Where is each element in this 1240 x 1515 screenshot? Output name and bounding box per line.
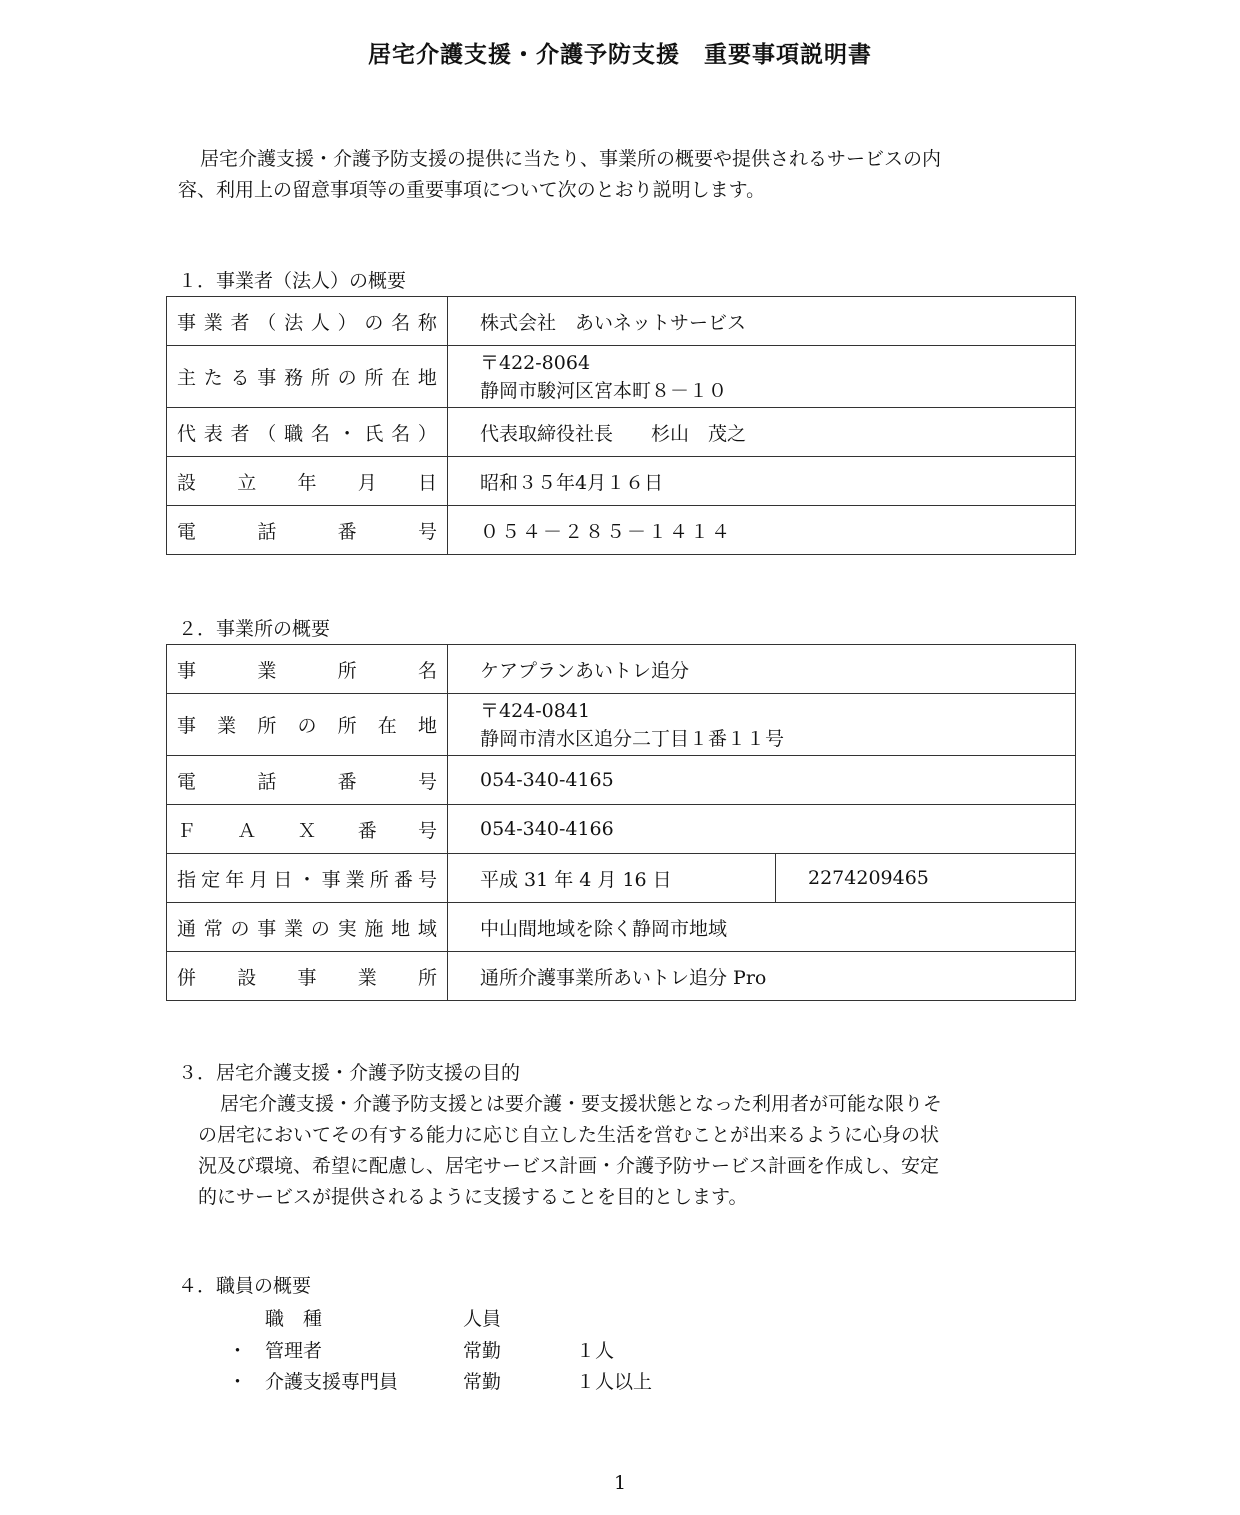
label-established-date: 設 立 年 月 日 xyxy=(167,457,448,506)
value-service-area: 中山間地域を除く静岡市地域 xyxy=(448,903,1076,952)
table-row xyxy=(167,952,1076,1001)
staff-count: １人以上 xyxy=(576,1371,653,1393)
value-representative: 代表取締役社長 杉山 茂之 xyxy=(448,408,1076,457)
table-row xyxy=(167,694,1076,756)
section2-heading: ２．事業所の概要 xyxy=(178,618,331,640)
table-row xyxy=(167,903,1076,952)
section4-heading: ４．職員の概要 xyxy=(178,1275,312,1297)
purpose-line: 的にサービスが提供されるように支援することを目的とします。 xyxy=(198,1186,748,1208)
table-row xyxy=(167,346,1076,408)
section1-heading: １．事業者（法人）の概要 xyxy=(178,270,407,292)
address-line: 静岡市清水区追分二丁目１番１１号 xyxy=(480,727,785,750)
table-row xyxy=(167,408,1076,457)
value-phone: ０５４－２８５－１４１４ xyxy=(448,506,1076,555)
company-table xyxy=(166,296,1076,555)
label-office-phone: 電 話 番 号 xyxy=(167,756,448,805)
label-fax: Ｆ Ａ Ｘ 番 号 xyxy=(167,805,448,854)
label-company-name: 事 業 者 （ 法 人 ） の 名 称 xyxy=(167,297,448,346)
label-service-area: 通 常 の 事 業 の 実 施 地 域 xyxy=(167,903,448,952)
table-row xyxy=(167,506,1076,555)
purpose-line: 況及び環境、希望に配慮し、居宅サービス計画・介護予防サービス計画を作成し、安定 xyxy=(198,1155,940,1177)
value-affiliated-office: 通所介護事業所あいトレ追分 Pro xyxy=(448,952,1076,1001)
purpose-line: 居宅介護支援・介護予防支援とは要介護・要支援状態となった利用者が可能な限りそ xyxy=(220,1093,943,1115)
bullet: ・ xyxy=(228,1371,248,1393)
staff-col-type-header: 職 種 xyxy=(265,1308,323,1330)
value-head-office-address xyxy=(448,346,1076,408)
intro-paragraph xyxy=(178,144,1068,206)
label-office-address: 事 業 所 の 所 在 地 xyxy=(167,694,448,756)
postal-code: 〒424-0841 xyxy=(480,699,591,722)
table-row xyxy=(167,854,1076,903)
postal-code: 〒422-8064 xyxy=(480,351,591,374)
staff-type: 管理者 xyxy=(265,1340,323,1362)
table-row xyxy=(167,645,1076,694)
staff-count: １人 xyxy=(576,1340,615,1362)
label-designation: 指 定 年 月 日 ・ 事 業 所 番 号 xyxy=(167,854,448,903)
label-head-office-address: 主 た る 事 務 所 の 所 在 地 xyxy=(167,346,448,408)
value-office-name: ケアプランあいトレ追分 xyxy=(448,645,1076,694)
office-table xyxy=(166,644,1076,1001)
label-representative: 代 表 者 （ 職 名 ・ 氏 名 ） xyxy=(167,408,448,457)
staff-type: 介護支援専門員 xyxy=(265,1371,399,1393)
purpose-line: の居宅においてその有する能力に応じ自立した生活を営むことが出来るように心身の状 xyxy=(198,1124,940,1146)
label-office-name: 事 業 所 名 xyxy=(167,645,448,694)
table-row xyxy=(167,297,1076,346)
value-established-date: 昭和３５年4月１６日 xyxy=(448,457,1076,506)
address-line: 静岡市駿河区宮本町８－１０ xyxy=(480,379,728,402)
purpose-paragraph xyxy=(198,1089,1068,1213)
page-title: 居宅介護支援・介護予防支援 重要事項説明書 xyxy=(368,41,872,68)
value-office-address xyxy=(448,694,1076,756)
staff-col-count-header: 人員 xyxy=(463,1308,502,1330)
value-fax: 054-340-4166 xyxy=(448,805,1076,854)
table-row xyxy=(167,756,1076,805)
staff-employment: 常勤 xyxy=(463,1371,502,1393)
page-number: 1 xyxy=(613,1472,627,1494)
table-row xyxy=(167,805,1076,854)
staff-employment: 常勤 xyxy=(463,1340,502,1362)
value-office-phone: 054-340-4165 xyxy=(448,756,1076,805)
intro-line-1: 居宅介護支援・介護予防支援の提供に当たり、事業所の概要や提供されるサービスの内 xyxy=(200,148,942,170)
label-affiliated-office: 併 設 事 業 所 xyxy=(167,952,448,1001)
section3-heading: ３．居宅介護支援・介護予防支援の目的 xyxy=(178,1062,521,1084)
value-designation-date: 平成 31 年 4 月 16 日 xyxy=(448,854,776,903)
table-row xyxy=(167,457,1076,506)
bullet: ・ xyxy=(228,1340,248,1362)
value-company-name: 株式会社 あいネットサービス xyxy=(448,297,1076,346)
value-office-number: 2274209465 xyxy=(776,854,1076,903)
label-phone: 電 話 番 号 xyxy=(167,506,448,555)
intro-line-2: 容、利用上の留意事項等の重要事項について次のとおり説明します。 xyxy=(178,179,766,201)
